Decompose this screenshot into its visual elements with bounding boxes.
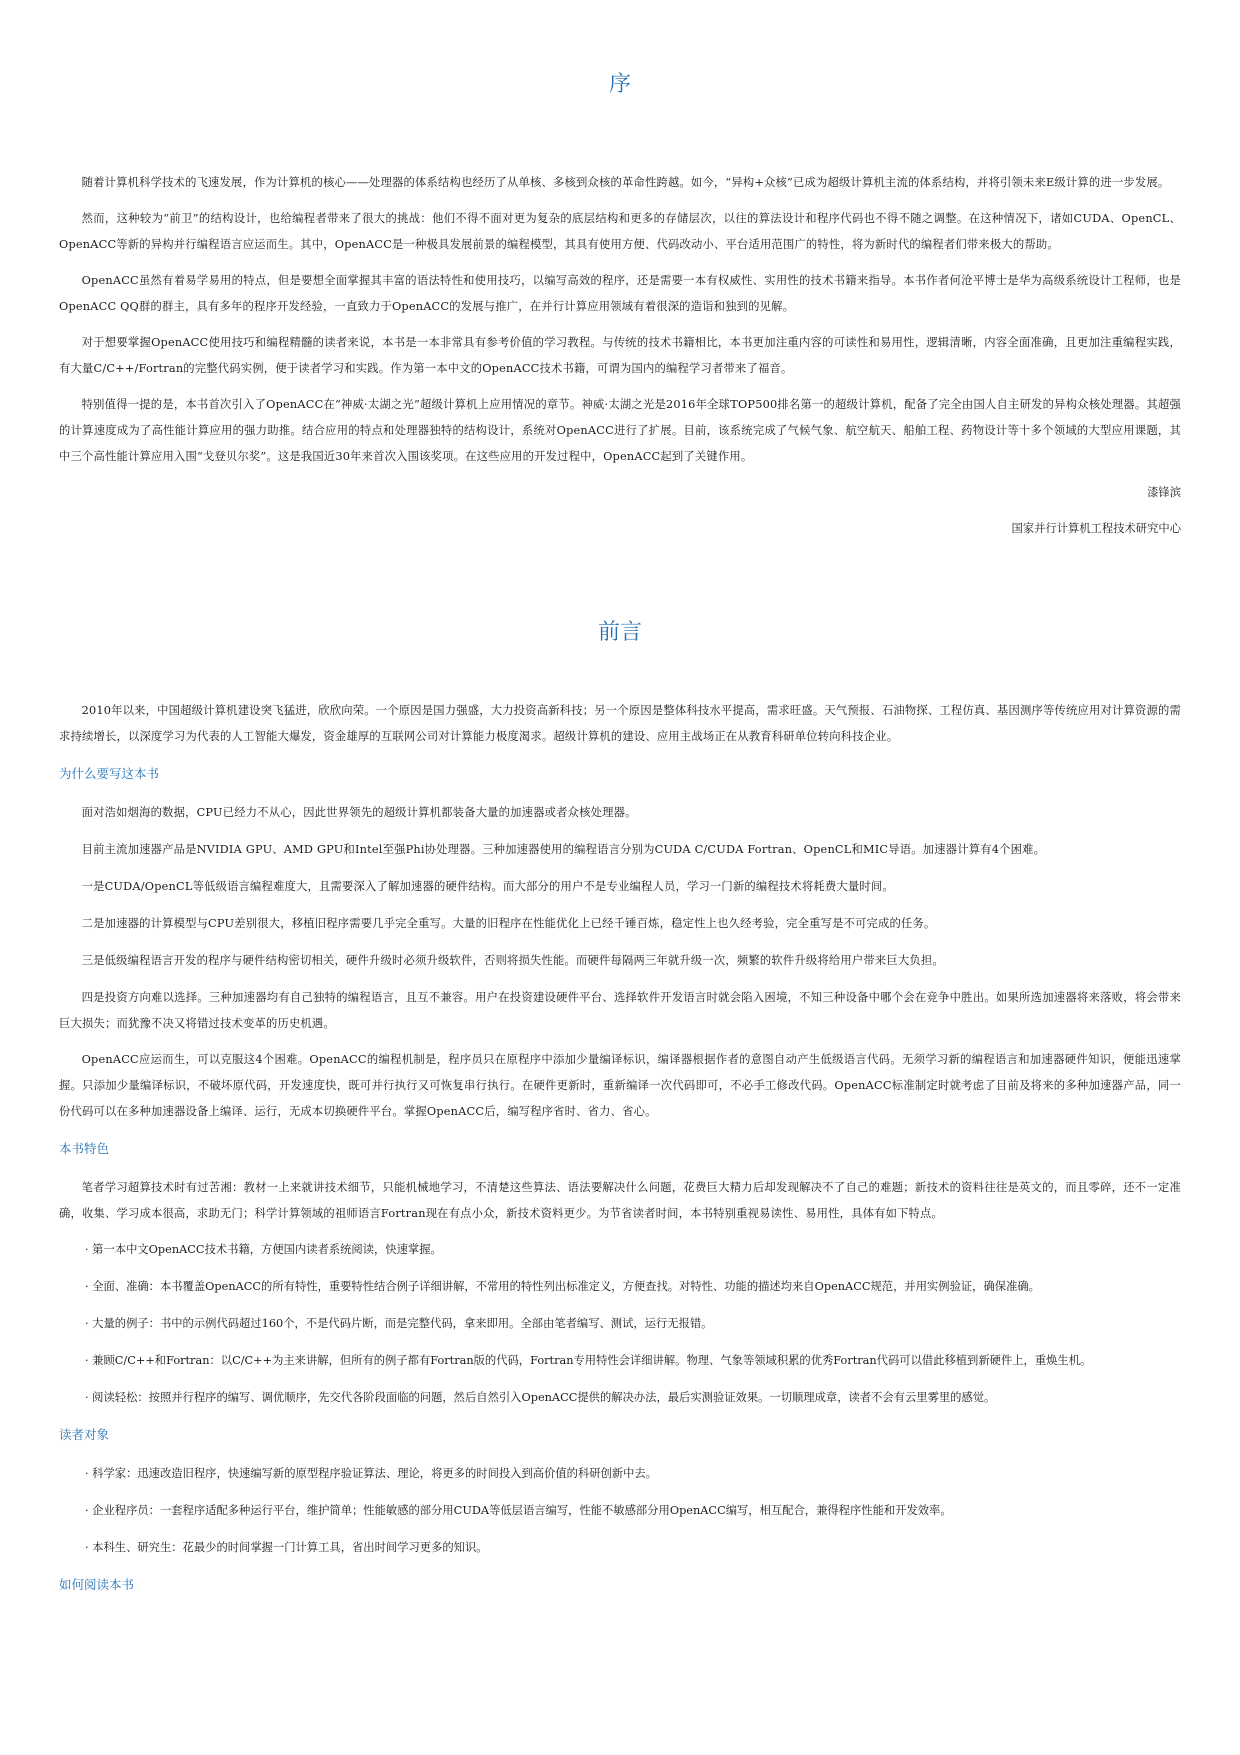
features-item-2: · 全面、准确：本书覆盖OpenACC的所有特性，重要特性结合例子详细讲解，不常用的特性列出标准定义，方便查找。对特性、功能的描述均来自OpenACC规范，并用实例验证，确保准确。	[85, 1280, 1040, 1293]
audience-item-1: · 科学家：迅速改造旧程序，快速编写新的原型程序验证算法、理论，将更多的时间投入到高价值的科研创新中去。	[85, 1467, 658, 1480]
preface-body	[59, 170, 1181, 542]
preface-paragraph-2: 然而，这种较为“前卫”的结构设计，也给编程者带来了很大的挑战：他们不得不面对更为复杂的底层结构和更多的存储层次，以往的算法设计和程序代码也不得不随之调整。在这种情况下，诸如CUDA、OpenCL、OpenACC等新的异构并行编程语言应运而生。其中，OpenACC是一种极具发展前景的编程模型，其具有使用方便、代码改动小、平台适用范围广的特性，将为新时代的编程者们带来极大的帮助。	[59, 212, 1181, 251]
why-paragraph-7: OpenACC应运而生，可以克服这4个困难。OpenACC的编程机制是，程序员只在原程序中添加少量编译标识，编译器根据作者的意图自动产生低级语言代码。无须学习新的编程语言和加速器硬件知识，便能迅速掌握。只添加少量编译标识，不破坏原代码，开发速度快，既可并行执行又可恢复串行执行。在硬件更新时，重新编译一次代码即可，不必手工修改代码。OpenACC标准制定时就考虑了目前及将来的多种加速器产品，同一份代码可以在多种加速器设备上编译、运行，无成本切换硬件平台。掌握OpenACC后，编写程序省时、省力、省心。	[59, 1053, 1181, 1118]
features-item-5: · 阅读轻松：按照并行程序的编写、调优顺序，先交代各阶段面临的问题，然后自然引入OpenACC提供的解决办法，最后实测验证效果。一切顺理成章，读者不会有云里雾里的感觉。	[85, 1391, 996, 1404]
preface-title: 序	[608, 72, 631, 97]
features-item-1: · 第一本中文OpenACC技术书籍，方便国内读者系统阅读，快速掌握。	[85, 1243, 442, 1256]
why-paragraph-6: 四是投资方向难以选择。三种加速器均有自己独特的编程语言，且互不兼容。用户在投资建设硬件平台、选择软件开发语言时就会陷入困境，不知三种设备中哪个会在竞争中胜出。如果所选加速器将来落败，将会带来巨大损失；而犹豫不决又将错过技术变革的历史机遇。	[59, 991, 1181, 1030]
foreword-title: 前言	[597, 620, 642, 645]
foreword-body	[59, 698, 1181, 1595]
preface-paragraph-3: OpenACC虽然有着易学易用的特点，但是要想全面掌握其丰富的语法特性和使用技巧，以编写高效的程序，还是需要一本有权威性、实用性的技术书籍来指导。本书作者何沧平博士是华为高级系统设计工程师，也是OpenACC QQ群的群主，具有多年的程序开发经验，一直致力于OpenACC的发展与推广，在并行计算应用领域有着很深的造诣和独到的见解。	[59, 274, 1181, 313]
preface-signature-org: 国家并行计算机工程技术研究中心	[1011, 522, 1181, 535]
audience-heading: 读者对象	[59, 1427, 110, 1442]
why-paragraph-2: 目前主流加速器产品是NVIDIA GPU、AMD GPU和Intel至强Phi协处理器。三种加速器使用的编程语言分别为CUDA C/CUDA Fortran、OpenCL和MIC导语。加速器计算有4个困难。	[81, 843, 1046, 856]
why-paragraph-3: 一是CUDA/OpenCL等低级语言编程难度大，且需要深入了解加速器的硬件结构。而大部分的用户不是专业编程人员，学习一门新的编程技术将耗费大量时间。	[81, 880, 894, 893]
preface-signature-name: 漆锋滨	[1147, 486, 1181, 499]
howto-heading: 如何阅读本书	[59, 1577, 135, 1592]
features-item-3: · 大量的例子：书中的示例代码超过160个，不是代码片断，而是完整代码，拿来即用。全部由笔者编写、测试，运行无报错。	[85, 1317, 713, 1330]
section-spacer	[59, 552, 1181, 618]
preface-paragraph-4: 对于想要掌握OpenACC使用技巧和编程精髓的读者来说，本书是一本非常具有参考价值的学习教程。与传统的技术书籍相比，本书更加注重内容的可读性和易用性，逻辑清晰，内容全面准确，且更加注重编程实践，有大量C/C++/Fortran的完整代码实例，便于读者学习和实践。作为第一本中文的OpenACC技术书籍，可谓为国内的编程学习者带来了福音。	[59, 336, 1181, 375]
preface-paragraph-1: 随着计算机科学技术的飞速发展，作为计算机的核心——处理器的体系结构也经历了从单核、多核到众核的革命性跨越。如今，“异构+众核”已成为超级计算机主流的体系结构，并将引领未来E级计算的进一步发展。	[81, 176, 1170, 189]
preface-paragraph-5: 特别值得一提的是，本书首次引入了OpenACC在“神威·太湖之光”超级计算机上应用情况的章节。神威·太湖之光是2016年全球TOP500排名第一的超级计算机，配备了完全由国人自主研发的异构众核处理器。其超强的计算速度成为了高性能计算应用的强力助推。结合应用的特点和处理器独特的结构设计，系统对OpenACC进行了扩展。目前，该系统完成了气候气象、航空航天、船舶工程、药物设计等十多个领域的大型应用课题，其中三个高性能计算应用入围“戈登贝尔奖”。这是我国近30年来首次入围该奖项。在这些应用的开发过程中，OpenACC起到了关键作用。	[59, 398, 1181, 463]
features-item-4: · 兼顾C/C++和Fortran：以C/C++为主来讲解，但所有的例子都有Fortran版的代码，Fortran专用特性会详细讲解。物理、气象等领域积累的优秀Fortran代码可以借此移植到新硬件上，重焕生机。	[85, 1354, 1092, 1367]
foreword-intro: 2010年以来，中国超级计算机建设突飞猛进，欣欣向荣。一个原因是国力强盛，大力投资高新科技；另一个原因是整体科技水平提高，需求旺盛。天气预报、石油物探、工程仿真、基因测序等传统应用对计算资源的需求持续增长，以深度学习为代表的人工智能大爆发，资金雄厚的互联网公司对计算能力极度渴求。超级计算机的建设、应用主战场正在从教育科研单位转向科技企业。	[59, 704, 1181, 743]
why-paragraph-4: 二是加速器的计算模型与CPU差别很大，移植旧程序需要几乎完全重写。大量的旧程序在性能优化上已经千锤百炼，稳定性上也久经考验，完全重写是不可完成的任务。	[81, 917, 936, 930]
why-heading: 为什么要写这本书	[59, 766, 160, 781]
features-heading: 本书特色	[59, 1141, 110, 1156]
why-paragraph-5: 三是低级编程语言开发的程序与硬件结构密切相关，硬件升级时必须升级软件，否则将损失性能。而硬件每隔两三年就升级一次，频繁的软件升级将给用户带来巨大负担。	[81, 954, 944, 967]
audience-item-3: · 本科生、研究生：花最少的时间掌握一门计算工具，省出时间学习更多的知识。	[85, 1541, 488, 1554]
features-intro: 笔者学习超算技术时有过苦湘：教材一上来就讲技术细节，只能机械地学习，不清楚这些算法、语法要解决什么问题，花费巨大精力后却发现解决不了自己的难题；新技术的资料往往是英文的，而且零碎，还不一定准确，收集、学习成本很高，求助无门；科学计算领域的祖师语言Fortran现在有点小众，新技术资料更少。为节省读者时间，本书特别重视易读性、易用性，具体有如下特点。	[59, 1181, 1181, 1220]
audience-item-2: · 企业程序员：一套程序适配多种运行平台，维护简单；性能敏感的部分用CUDA等低层语言编写，性能不敏感部分用OpenACC编写，相互配合，兼得程序性能和开发效率。	[85, 1504, 952, 1517]
why-paragraph-1: 面对浩如烟海的数据，CPU已经力不从心，因此世界领先的超级计算机都装备大量的加速器或者众核处理器。	[81, 806, 637, 819]
